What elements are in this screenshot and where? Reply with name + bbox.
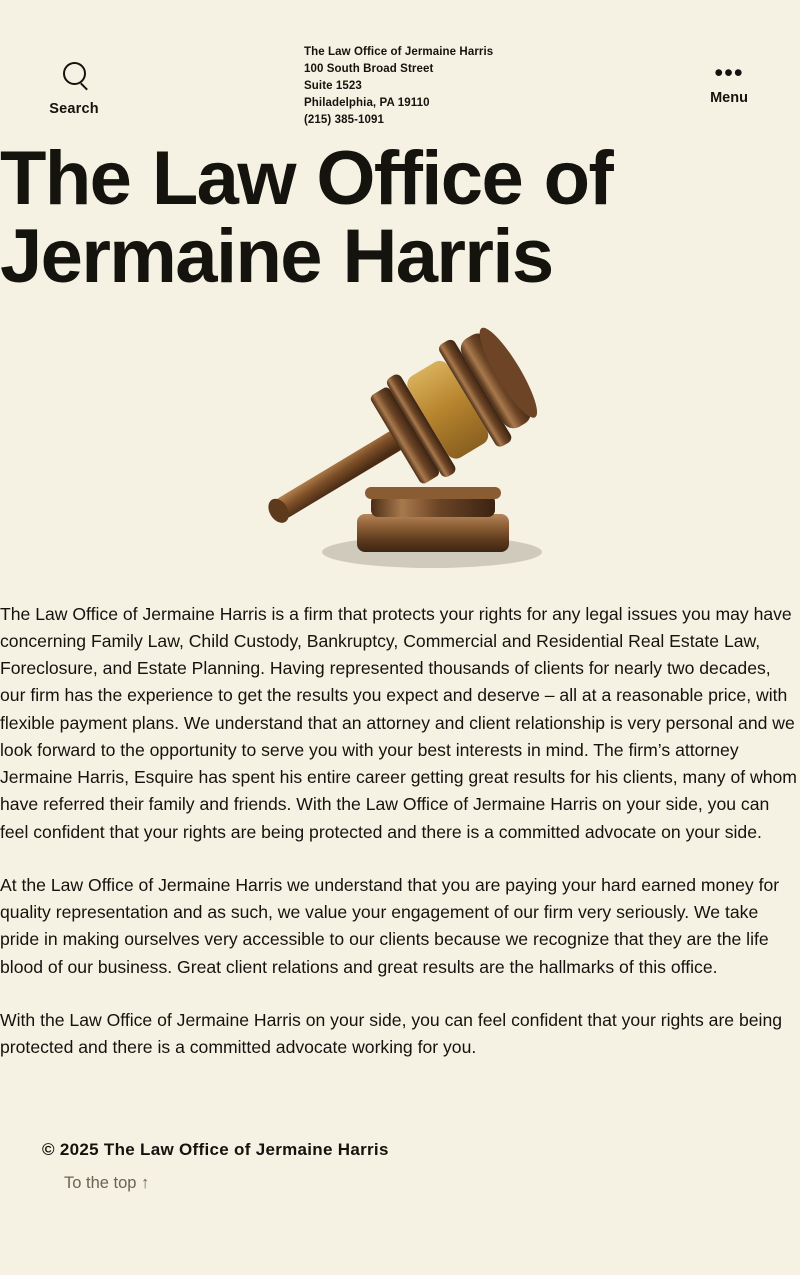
values-paragraph: At the Law Office of Jermaine Harris we understand that you are paying your hard earned money for quality representation and as such, we value your engagement of our firm very seriously. We take pride in making ourselves very accessible to our clients because we recognize that they are the life blood of our business. Great client relations and great results are the hallmarks of this office. (0, 874, 780, 977)
address-line-name: The Law Office of Jermaine Harris (304, 46, 494, 58)
hero-image-container (0, 309, 800, 579)
page-title-line-1: The Law Office of (0, 136, 613, 221)
ellipsis-icon[interactable]: ••• (714, 59, 744, 87)
address-line-city: Philadelphia, PA 19110 (304, 97, 430, 110)
menu-label: Menu (710, 90, 748, 106)
address-line-suite: Suite 1523 (304, 80, 362, 93)
search-button[interactable] (38, 62, 110, 117)
main-content (0, 579, 800, 1062)
page-title-line-2: Jermaine Harris (0, 214, 553, 300)
copyright-text: © 2025 The Law Office of Jermaine Harris (42, 1139, 389, 1159)
address-line-street: 100 South Broad Street (304, 63, 434, 76)
search-label: Search (49, 101, 99, 117)
site-footer (0, 1088, 800, 1233)
gavel-image (235, 309, 565, 569)
address-line-phone: (215) 385-1091 (304, 114, 385, 127)
business-address (304, 44, 493, 129)
menu-button[interactable] (694, 59, 764, 106)
site-header (0, 0, 800, 140)
to-top-link[interactable]: To the top ↑ (64, 1173, 150, 1192)
page-title (0, 136, 800, 300)
search-icon[interactable] (38, 62, 110, 92)
intro-paragraph: The Law Office of Jermaine Harris is a firm that protects your rights for any legal issues you may have concerning Family Law, Child Custody, Bankruptcy, Commercial and Residential Real Estate Law, Foreclosure, and Estate Planning. Having represented thousands of clients for nearly two decades, our firm has the experience to get the results you expect and deserve – all at a reasonable price, with flexible payment plans. We understand that an attorney and client relationship is very personal and we look forward to the opportunity to serve you with your best interests in mind. The firm’s attorney Jermaine Harris, Esquire has spent his entire career getting great results for his clients, many of whom have referred their family and friends. With the Law Office of Jermaine Harris on your side, you can feel confident that your rights are being protected and there is a committed advocate on your side. (0, 603, 797, 842)
closing-paragraph: With the Law Office of Jermaine Harris on your side, you can feel confident that your rights are being protected and there is a committed advocate working for you. (0, 1009, 783, 1058)
